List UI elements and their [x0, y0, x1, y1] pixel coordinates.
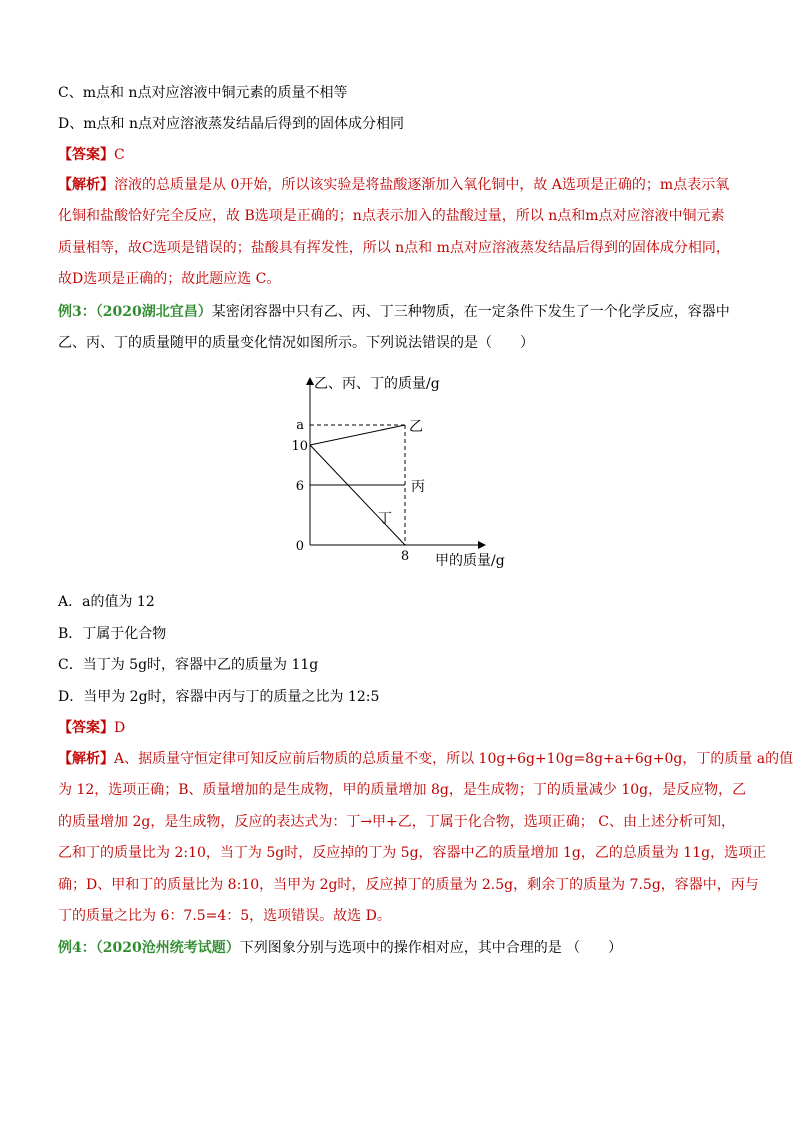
answer-value: D	[114, 720, 126, 736]
example3-analysis-line-1	[58, 749, 793, 769]
example3-heading	[58, 302, 730, 322]
prev-option-c: C、m点和 n点对应溶液中铜元素的质量不相等	[58, 85, 348, 101]
series-label-yi: 乙	[409, 419, 423, 435]
prev-analysis-line-1	[58, 175, 729, 195]
example4-heading	[58, 938, 622, 958]
prev-option-d: D、m点和 n点对应溶液蒸发结晶后得到的固体成分相同	[58, 116, 404, 132]
example3-option-b: B．丁属于化合物	[58, 626, 167, 642]
example3-analysis-line-5: 确；D、甲和丁的质量比为 8:10，当甲为 2g时，反应掉丁的质量为 2.5g，剩余丁的质量为 7.5g，容器中，丙与	[58, 877, 759, 893]
analysis-text: 溶液的总质量是从 0开始，所以该实验是将盐酸逐渐加入氧化铜中，故 A选项是正确的；m点表示氧	[114, 177, 730, 193]
answer-value: C	[114, 147, 125, 163]
example3-analysis-line-2: 为 12，选项正确；B、质量增加的是生成物，甲的质量增加 8g，是生成物；丁的质量减少 10g，是反应物，乙	[58, 782, 747, 798]
series-ding-line	[310, 445, 405, 545]
example3-option-c: C．当丁为 5g时，容器中乙的质量为 11g	[58, 657, 319, 673]
series-label-bing: 丙	[411, 479, 425, 495]
example3-analysis-line-3: 的质量增加 2g，是生成物，反应的表达式为：丁→甲+乙，丁属于化合物，选项正确； C、由上述分析可知，	[58, 814, 735, 830]
analysis-label: 【解析】	[58, 177, 114, 193]
example4-stem: 下列图象分别与选项中的操作相对应，其中合理的是 （ ）	[239, 940, 623, 956]
y-tick-a: a	[296, 418, 304, 433]
x-tick-8: 8	[400, 549, 410, 564]
y-tick-6: 6	[295, 479, 304, 494]
example3-option-a: A．a的值为 12	[58, 594, 155, 610]
example3-answer	[58, 718, 125, 738]
x-axis-label: 甲的质量/g	[435, 553, 505, 569]
answer-label: 【答案】	[58, 720, 114, 736]
example3-source: （2020湖北宜昌）	[95, 304, 212, 320]
prev-analysis-line-3: 质量相等，故C选项是错误的；盐酸具有挥发性，所以 n点和 m点对应溶液蒸发结晶后得到的固体成分相同，	[58, 240, 730, 256]
series-label-ding: 丁	[378, 511, 392, 527]
prev-answer	[58, 145, 125, 165]
y-tick-0: 0	[295, 539, 304, 554]
example4-source: （2020沧州统考试题）	[95, 940, 240, 956]
y-axis-label: 乙、丙、丁的质量/g	[314, 376, 440, 392]
analysis-text: A、据质量守恒定律可知反应前后物质的总质量不变，所以 10g+6g+10g=8g+a+6g+0g，丁的质量 a的值	[114, 751, 794, 767]
example3-analysis-line-4: 乙和丁的质量比为 2:10，当丁为 5g时，反应掉的丁为 5g，容器中乙的质量增加 1g，乙的总质量为 11g，选项正	[58, 845, 767, 861]
example3-analysis-line-6: 丁的质量之比为 6：7.5=4：5，选项错误。故选 D。	[58, 908, 391, 924]
y-tick-10: 10	[291, 439, 308, 454]
example3-stem: 某密闭容器中只有乙、丙、丁三种物质，在一定条件下发生了一个化学反应，容器中	[211, 304, 730, 320]
prev-analysis-line-2: 化铜和盐酸恰好完全反应，故 B选项是正确的；n点表示加入的盐酸过量，所以 n点和m点对应溶液中铜元素	[58, 208, 725, 224]
analysis-label: 【解析】	[58, 751, 114, 767]
example3-label: 例3：	[58, 304, 96, 320]
answer-label: 【答案】	[58, 147, 114, 163]
series-yi-line	[310, 425, 405, 445]
example4-label: 例4：	[58, 940, 96, 956]
example3-stem-line2: 乙、丙、丁的质量随甲的质量变化情况如图所示。下列说法错误的是（ ）	[58, 335, 534, 351]
prev-analysis-line-4: 故D选项是正确的；故此题应选 C。	[58, 271, 281, 287]
example3-option-d: D．当甲为 2g时，容器中丙与丁的质量之比为 12:5	[58, 689, 380, 705]
mass-chart	[280, 370, 540, 575]
